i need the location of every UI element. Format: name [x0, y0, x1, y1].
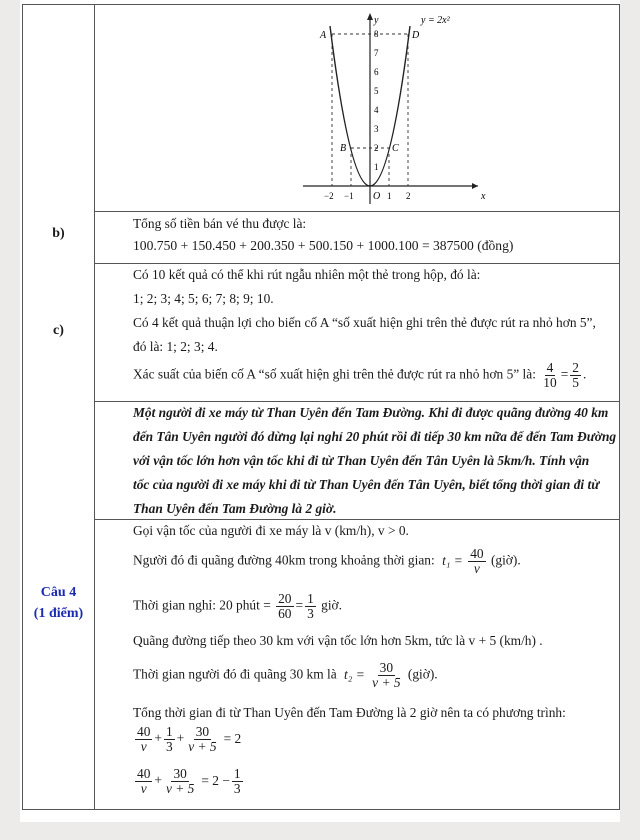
solution-step-4: Quãng đường tiếp theo 30 km với vận tốc lớn hơn 5km, tức là v + 5 (km/h) . — [133, 633, 543, 648]
equals-sign: = — [295, 597, 304, 613]
y-tick: 8 — [374, 29, 379, 39]
y-tick: 5 — [374, 86, 379, 96]
fraction — [232, 767, 243, 796]
t2-variable: t₂ = — [344, 666, 365, 682]
solution-step-2 — [133, 547, 521, 576]
question-4-points: (1 điểm) — [33, 606, 84, 621]
numerator: 1 — [307, 591, 314, 606]
part-c-line3: Có 4 kết quả thuận lợi cho biến cố A “số xuất hiện ghi trên thẻ được rút ra nhỏ hơn 5”, — [133, 315, 596, 330]
equation-2 — [133, 767, 245, 796]
column-divider — [94, 5, 95, 809]
solution-step-6: Tổng thời gian đi từ Than Uyên đến Tam Đường là 2 giờ nên ta có phương trình: — [133, 705, 566, 720]
y-tick: 2 — [374, 143, 379, 153]
denominator: v + 5 — [372, 675, 401, 691]
numerator: 40 — [137, 724, 151, 739]
unit: giờ. — [321, 597, 342, 613]
numerator: 30 — [195, 724, 210, 739]
right-hand-side: = 2 − — [201, 772, 230, 788]
y-arrow — [367, 13, 373, 20]
part-b-label: b) — [52, 226, 65, 241]
numerator: 30 — [379, 660, 394, 675]
unit: (giờ). — [407, 666, 438, 682]
right-hand-side: = 2 — [223, 730, 242, 746]
fraction — [276, 592, 293, 621]
x-tick: 2 — [406, 191, 411, 201]
part-c-line5 — [133, 361, 586, 390]
period: . — [582, 366, 587, 382]
problem-line-2: đến Tân Uyên người đó dừng lại nghỉ 20 phút rồi đi tiếp 30 km nữa để đến Tam Đường — [133, 429, 617, 444]
fraction — [468, 547, 485, 576]
denominator: v + 5 — [188, 739, 217, 755]
part-c-line1: Có 10 kết quả có thể khi rút ngẫu nhiên một thẻ trong hộp, đó là: — [133, 267, 481, 282]
part-c-line4: đó là: 1; 2; 3; 4. — [133, 339, 218, 354]
row-divider — [94, 211, 619, 212]
denominator: 10 — [543, 375, 557, 391]
x-arrow — [472, 183, 478, 189]
part-c-label: c) — [53, 323, 64, 338]
plus-sign: + — [154, 772, 162, 788]
numerator: 30 — [173, 766, 187, 781]
solution-step-5 — [133, 661, 438, 690]
denominator: 3 — [307, 606, 314, 622]
row-divider — [94, 401, 619, 402]
y-tick: 3 — [374, 124, 379, 134]
denominator: v — [140, 781, 147, 797]
equation-1 — [133, 725, 241, 754]
row-divider — [94, 263, 619, 264]
plus-sign: + — [176, 730, 185, 746]
denominator: v — [473, 561, 480, 577]
solution-step-3 — [133, 592, 342, 621]
denominator: v — [140, 739, 147, 755]
answer-table — [22, 4, 620, 810]
numerator: 40 — [470, 546, 484, 561]
y-tick: 7 — [374, 48, 379, 58]
point-a: A — [320, 30, 327, 41]
fraction — [570, 361, 581, 390]
fraction — [164, 767, 196, 796]
fraction — [186, 725, 218, 754]
part-c-line5-text: Xác suất của biến cố A “số xuất hiện ghi trên thẻ được rút ra nhỏ hơn 5” là: — [133, 366, 536, 382]
part-b-line2: 100.750 + 150.450 + 200.350 + 500.150 + 1000.100 = 387500 (đồng) — [133, 238, 514, 253]
y-tick: 1 — [374, 162, 379, 172]
y-axis-label: y — [374, 15, 379, 26]
x-tick: 1 — [387, 191, 392, 201]
y-tick: 4 — [374, 105, 379, 115]
y-tick: 6 — [374, 67, 379, 77]
x-tick-labels — [324, 191, 411, 201]
fraction — [164, 725, 175, 754]
fraction — [305, 592, 316, 621]
question-4-title: Câu 4 — [40, 585, 77, 600]
unit: (giờ). — [490, 552, 521, 568]
denominator: v + 5 — [165, 781, 195, 797]
numerator: 4 — [546, 360, 554, 375]
problem-line-3: với vận tốc lớn hơn vận tốc khi đi từ Than Uyên đến Tân Uyên là 5km/h. Tính vận — [133, 453, 590, 468]
fraction — [135, 767, 152, 796]
x-axis-label: x — [481, 191, 486, 202]
problem-line-1: Một người đi xe máy từ Than Uyên đến Tam Đường. Khi đi được quãng đường 40 km — [133, 405, 609, 420]
point-b: B — [340, 143, 347, 154]
denominator: 3 — [165, 739, 173, 755]
origin-label: O — [373, 191, 381, 202]
row-divider — [94, 519, 619, 520]
solution-step-1: Gọi vận tốc của người đi xe máy là v (km/h), v > 0. — [133, 523, 409, 538]
point-d: D — [412, 30, 420, 41]
function-label: y = 2x² — [421, 15, 450, 26]
t1-variable: t₁ = — [442, 552, 463, 568]
numerator: 40 — [137, 766, 151, 781]
problem-line-5: Than Uyên đến Tam Đường là 2 giờ. — [133, 501, 337, 516]
part-b-line1: Tổng số tiền bán vé thu được là: — [133, 216, 307, 231]
plus-sign: + — [154, 730, 162, 746]
numerator: 2 — [572, 360, 579, 375]
step-2-text: Người đó đi quãng đường 40km trong khoảng thời gian: — [133, 552, 435, 568]
denominator: 60 — [278, 606, 292, 622]
fraction — [541, 361, 558, 390]
part-c-line2: 1; 2; 3; 4; 5; 6; 7; 8; 9; 10. — [133, 291, 274, 306]
step-5-text: Thời gian người đó đi quãng 30 km là — [133, 666, 337, 682]
numerator: 1 — [165, 724, 173, 739]
equals-sign: = — [560, 366, 569, 382]
numerator: 20 — [278, 591, 292, 606]
fraction — [370, 661, 402, 690]
numerator: 1 — [233, 766, 241, 781]
point-c: C — [392, 143, 399, 154]
problem-line-4: tốc của người đi xe máy khi đi từ Than Uyên đến Tân Uyên, biết tổng thời gian đi từ — [133, 477, 600, 492]
denominator: 3 — [233, 781, 241, 797]
x-tick: −1 — [344, 191, 354, 201]
step-3-text: Thời gian nghỉ: 20 phút = — [133, 597, 271, 613]
x-tick: −2 — [324, 191, 334, 201]
parabola-graph — [293, 9, 493, 209]
denominator: 5 — [572, 375, 579, 391]
fraction — [135, 725, 152, 754]
y-tick-labels — [374, 29, 379, 172]
